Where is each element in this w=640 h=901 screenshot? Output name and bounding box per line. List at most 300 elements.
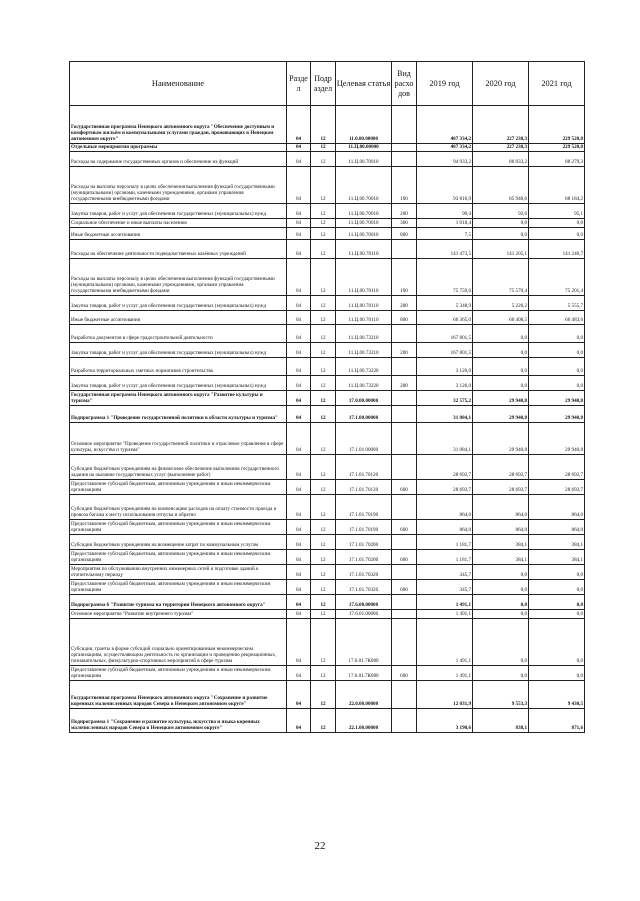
row-razdel: 04: [287, 228, 311, 240]
row-podrazdel: 12: [311, 619, 336, 666]
row-podrazdel: 12: [311, 106, 336, 144]
row-podrazdel: 12: [311, 391, 336, 406]
row-2019: 93 816,9: [417, 167, 473, 204]
row-2021: 28 692,7: [529, 455, 585, 480]
row-2019: 60 365,0: [417, 311, 473, 325]
row-podrazdel: 12: [311, 152, 336, 167]
row-name: Предоставление субсидий бюджетным, автономным учреждениям и иным некоммерческим организациям: [70, 666, 287, 681]
row-razdel: 04: [287, 406, 311, 423]
row-name: Предоставление субсидий бюджетным, автономным учреждениям и иным некоммерческим организациям: [70, 580, 287, 595]
row-2019: 94 933,2: [417, 152, 473, 167]
row-vid: 600: [392, 550, 417, 565]
row-statya: 17.6.00.00000: [336, 595, 392, 610]
table-row: [70, 144, 585, 152]
row-statya: 17.1.01.70120: [336, 455, 392, 480]
row-vid: 800: [392, 311, 417, 325]
row-razdel: 04: [287, 296, 311, 311]
row-vid: [392, 144, 417, 152]
row-vid: 800: [392, 228, 417, 240]
row-podrazdel: 12: [311, 666, 336, 681]
header-2019: 2019 год: [417, 62, 473, 106]
table-row: [70, 495, 585, 520]
row-2020: 384,1: [473, 535, 529, 550]
table-row: [70, 219, 585, 228]
row-2019: 1 181,7: [417, 535, 473, 550]
row-razdel: 04: [287, 580, 311, 595]
row-2021: 88 184,2: [529, 167, 585, 204]
row-2021: 384,1: [529, 550, 585, 565]
row-2019: 1 491,1: [417, 666, 473, 681]
row-podrazdel: 12: [311, 406, 336, 423]
row-2021: 88 279,3: [529, 152, 585, 167]
row-vid: 200: [392, 204, 417, 219]
row-razdel: 04: [287, 167, 311, 204]
row-razdel: 04: [287, 495, 311, 520]
row-razdel: 04: [287, 325, 311, 343]
row-2019: 75 759,6: [417, 259, 473, 296]
row-statya: 17.1.01.00000: [336, 423, 392, 455]
row-razdel: 04: [287, 550, 311, 565]
row-razdel: 04: [287, 152, 311, 167]
row-name: Государственная программа Ненецкого автономного округа "Обеспечение доступным и комфортным жильём и коммунальными услугами граждан, проживающих в Ненецком автономном округе": [70, 106, 287, 144]
row-vid: 200: [392, 296, 417, 311]
row-2020: 85 940,6: [473, 167, 529, 204]
row-2020: 9 553,3: [473, 681, 529, 709]
row-2019: 1 491,1: [417, 595, 473, 610]
row-vid: [392, 106, 417, 144]
row-statya: 11.Ц.00.70110: [336, 259, 392, 296]
row-2019: 28 692,7: [417, 455, 473, 480]
row-name: Расходы на содержание государственных органов и обеспечение их функций: [70, 152, 287, 167]
row-podrazdel: 12: [311, 240, 336, 259]
row-2020: 0,0: [473, 343, 529, 358]
row-name: Субсидии бюджетным учреждениям на возмещение затрат по коммунальным услугам: [70, 535, 287, 550]
row-2020: 5 226,2: [473, 296, 529, 311]
row-podrazdel: 12: [311, 204, 336, 219]
row-vid: [392, 709, 417, 733]
row-2020: 29 940,8: [473, 423, 529, 455]
row-2020: 864,0: [473, 495, 529, 520]
row-2019: 864,0: [417, 495, 473, 520]
table-row: [70, 311, 585, 325]
row-2019: 31 084,1: [417, 423, 473, 455]
row-podrazdel: 12: [311, 343, 336, 358]
row-razdel: 04: [287, 144, 311, 152]
table-header-row: [70, 62, 585, 106]
row-razdel: 04: [287, 455, 311, 480]
row-statya: 22.0.00.00000: [336, 681, 392, 709]
table-row: [70, 167, 585, 204]
row-razdel: 04: [287, 219, 311, 228]
row-podrazdel: 12: [311, 595, 336, 610]
row-2019: 12 031,9: [417, 681, 473, 709]
row-2021: 0,0: [529, 619, 585, 666]
row-2019: 3 126,0: [417, 358, 473, 376]
row-podrazdel: 12: [311, 259, 336, 296]
row-vid: 100: [392, 259, 417, 296]
row-vid: 600: [392, 520, 417, 535]
table-row: [70, 325, 585, 343]
row-name: Предоставление субсидий бюджетным, автономным учреждениям и иным некоммерческим организациям: [70, 520, 287, 535]
row-podrazdel: 12: [311, 325, 336, 343]
table-row: [70, 358, 585, 376]
row-statya: 17.1.01.70190: [336, 495, 392, 520]
row-statya: 11.Ц.00.73220: [336, 358, 392, 376]
row-2021: 864,0: [529, 520, 585, 535]
row-2019: 5 348,9: [417, 296, 473, 311]
table-row: [70, 480, 585, 495]
row-name: Закупка товаров, работ и услуг для обеспечения государственных (муниципальных) нужд: [70, 204, 287, 219]
row-podrazdel: 12: [311, 311, 336, 325]
row-vid: 600: [392, 480, 417, 495]
row-name: Подпрограмма 6 "Развитие туризма на территории Ненецкого автономного округа": [70, 595, 287, 610]
row-razdel: 04: [287, 106, 311, 144]
row-2020: 29 940,8: [473, 406, 529, 423]
row-2021: 0,0: [529, 228, 585, 240]
row-razdel: 04: [287, 666, 311, 681]
row-razdel: 04: [287, 423, 311, 455]
row-2021: 29 940,8: [529, 391, 585, 406]
table-row: [70, 296, 585, 311]
row-razdel: 04: [287, 619, 311, 666]
row-2021: 29 940,8: [529, 406, 585, 423]
row-podrazdel: 12: [311, 681, 336, 709]
row-name: Мероприятия по обслуживанию внутренних инженерных сетей и подготовке зданий к отопительному периоду: [70, 565, 287, 580]
row-razdel: 04: [287, 595, 311, 610]
row-podrazdel: 12: [311, 550, 336, 565]
row-statya: 11.Ц.00.70010: [336, 167, 392, 204]
row-vid: [392, 535, 417, 550]
row-vid: [392, 358, 417, 376]
row-2019: 345,7: [417, 565, 473, 580]
row-2021: 0,0: [529, 376, 585, 391]
row-2021: 28 692,7: [529, 480, 585, 495]
row-2019: 31 084,1: [417, 406, 473, 423]
row-vid: [392, 325, 417, 343]
header-razdel: Разде л: [287, 62, 311, 106]
row-2021: 0,0: [529, 325, 585, 343]
row-razdel: 04: [287, 565, 311, 580]
row-name: Подпрограмма 1 "Проведение государственной политики в области культуры и туризма": [70, 406, 287, 423]
row-name: Разработка территориальных сметных нормативов строительства: [70, 358, 287, 376]
table-row: [70, 391, 585, 406]
row-podrazdel: 12: [311, 709, 336, 733]
row-2020: 0,0: [473, 565, 529, 580]
table-row: [70, 376, 585, 391]
table-row: [70, 455, 585, 480]
row-statya: 17.1.01.70320: [336, 580, 392, 595]
row-razdel: 04: [287, 376, 311, 391]
row-razdel: 04: [287, 259, 311, 296]
row-razdel: 04: [287, 709, 311, 733]
row-vid: [392, 152, 417, 167]
row-2021: 5 555,7: [529, 296, 585, 311]
row-statya: 17.6.01.7К080: [336, 666, 392, 681]
row-statya: 11.Ц.00.70110: [336, 240, 392, 259]
row-razdel: 04: [287, 311, 311, 325]
row-name: Закупка товаров, работ и услуг для обеспечения государственных (муниципальных) нужд: [70, 343, 287, 358]
budget-sheet: [69, 61, 584, 733]
row-2021: 141 240,7: [529, 240, 585, 259]
row-podrazdel: 12: [311, 520, 336, 535]
row-statya: 17.1.00.00000: [336, 406, 392, 423]
row-name: Расходы на выплаты персоналу в целях обеспечения выполнения функций государственными (муниципальными) органами, казенными учреждениями, органами управления государственными внебюджетными фондами: [70, 259, 287, 296]
row-2020: 0,0: [473, 228, 529, 240]
table-row: [70, 204, 585, 219]
table-row: [70, 619, 585, 666]
row-name: Государственная программа Ненецкого автономного округа "Развитие культуры и туризма": [70, 391, 287, 406]
row-name: Отдельные мероприятия программы: [70, 144, 287, 152]
row-2021: 0,0: [529, 219, 585, 228]
row-2020: 227 238,3: [473, 106, 529, 144]
row-statya: 17.1.01.70120: [336, 480, 392, 495]
row-2019: 90,4: [417, 204, 473, 219]
table-row: [70, 550, 585, 565]
table-row: [70, 681, 585, 709]
row-vid: [392, 240, 417, 259]
header-2020: 2020 год: [473, 62, 529, 106]
row-2021: 871,6: [529, 709, 585, 733]
row-2020: 0,0: [473, 595, 529, 610]
row-2020: 0,0: [473, 580, 529, 595]
row-vid: [392, 610, 417, 619]
row-vid: [392, 681, 417, 709]
row-razdel: 04: [287, 240, 311, 259]
table-row: [70, 106, 585, 144]
table-body: [70, 106, 585, 733]
table-row: [70, 565, 585, 580]
row-name: Иные бюджетные ассигнования: [70, 311, 287, 325]
row-2020: 0,0: [473, 610, 529, 619]
row-vid: 100: [392, 167, 417, 204]
row-statya: 17.6.01.00000: [336, 610, 392, 619]
row-2021: 0,0: [529, 610, 585, 619]
row-2019: 3 126,0: [417, 376, 473, 391]
table-row: [70, 666, 585, 681]
row-name: Подпрограмма 1 "Сохранение и развитие культуры, искусства и языка коренных малочисленных народов Севера в Ненецком автономном округе": [70, 709, 287, 733]
row-name: Основное мероприятие "Проведение государственной политики и отраслевое управление в сфере культуры, искусства и туризма": [70, 423, 287, 455]
row-2021: 384,1: [529, 535, 585, 550]
row-podrazdel: 12: [311, 495, 336, 520]
row-2020: 838,1: [473, 709, 529, 733]
row-name: Разработка документов в сфере градостроительной деятельности: [70, 325, 287, 343]
budget-table: [69, 61, 585, 733]
row-razdel: 04: [287, 681, 311, 709]
row-name: Субсидии, гранты в форме субсидий социально ориентированным некоммерческим организациям, осуществляющим деятельность по организации и проведению рекреационных, познавательных, физкультурно-спортивных мероприятий в сфере туризма: [70, 619, 287, 666]
row-statya: 11.Ц.00.70010: [336, 219, 392, 228]
row-2021: 9 430,5: [529, 681, 585, 709]
row-2019: 167 801,5: [417, 343, 473, 358]
row-2021: 0,0: [529, 358, 585, 376]
row-2021: 60 483,6: [529, 311, 585, 325]
table-row: [70, 423, 585, 455]
row-2019: 1 018,4: [417, 219, 473, 228]
row-vid: [392, 565, 417, 580]
page-number: 22: [314, 840, 326, 852]
table-row: [70, 259, 585, 296]
row-2019: 1 491,1: [417, 619, 473, 666]
row-statya: 17.0.00.00000: [336, 391, 392, 406]
row-podrazdel: 12: [311, 480, 336, 495]
header-statya: Целевая статья: [336, 62, 392, 106]
row-podrazdel: 12: [311, 455, 336, 480]
row-2020: 864,0: [473, 520, 529, 535]
row-podrazdel: 12: [311, 376, 336, 391]
row-podrazdel: 12: [311, 167, 336, 204]
row-vid: 600: [392, 666, 417, 681]
row-2020: 28 692,7: [473, 455, 529, 480]
row-name: Основное мероприятие "Развитие внутреннего туризма": [70, 610, 287, 619]
row-razdel: 04: [287, 204, 311, 219]
row-2021: 0,0: [529, 580, 585, 595]
row-2019: 407 334,2: [417, 144, 473, 152]
row-2020: 75 570,4: [473, 259, 529, 296]
table-row: [70, 343, 585, 358]
row-podrazdel: 12: [311, 296, 336, 311]
row-name: Государственная программа Ненецкого автономного округа "Сохранение и развитие коренных малочисленных народов Севера в Ненецком автономном округе": [70, 681, 287, 709]
row-2021: 0,0: [529, 343, 585, 358]
row-2019: 3 190,6: [417, 709, 473, 733]
row-vid: 200: [392, 343, 417, 358]
row-razdel: 04: [287, 343, 311, 358]
row-2020: 0,0: [473, 358, 529, 376]
row-razdel: 04: [287, 391, 311, 406]
row-vid: [392, 423, 417, 455]
row-2021: 75 201,4: [529, 259, 585, 296]
row-2019: 32 575,2: [417, 391, 473, 406]
row-vid: 300: [392, 219, 417, 228]
row-2019: 141 473,5: [417, 240, 473, 259]
row-statya: 22.1.00.00000: [336, 709, 392, 733]
row-statya: 17.1.01.70320: [336, 565, 392, 580]
table-row: [70, 580, 585, 595]
row-podrazdel: 12: [311, 219, 336, 228]
row-statya: 11.0.00.00000: [336, 106, 392, 144]
row-name: Социальное обеспечение и иные выплаты населению: [70, 219, 287, 228]
table-row: [70, 228, 585, 240]
header-podrazdel: Подр аздел: [311, 62, 336, 106]
row-vid: [392, 619, 417, 666]
row-vid: [392, 595, 417, 610]
row-name: Субсидии бюджетным учреждениям на финансовое обеспечение выполнения государственного задания на оказание государственных услуг (выполнение работ): [70, 455, 287, 480]
row-2019: 407 334,2: [417, 106, 473, 144]
header-vid: Вид расхо дов: [392, 62, 417, 106]
row-name: Закупка товаров, работ и услуг для обеспечения государственных (муниципальных) нужд: [70, 376, 287, 391]
row-name: Расходы на выплаты персоналу в целях обеспечения выполнения функций государственными (муниципальными) органами, казенными учреждениями, органами управления государственными внебюджетными фондами: [70, 167, 287, 204]
row-statya: 17.6.01.7К080: [336, 619, 392, 666]
row-statya: 11.Ц.00.70110: [336, 311, 392, 325]
row-statya: 11.Ц.00.73220: [336, 376, 392, 391]
row-statya: 11.Ц.00.70010: [336, 204, 392, 219]
row-2019: 1 181,7: [417, 550, 473, 565]
row-podrazdel: 12: [311, 144, 336, 152]
row-name: Предоставление субсидий бюджетным, автономным учреждениям и иным некоммерческим организациям: [70, 550, 287, 565]
row-name: Субсидии бюджетным учреждениям на компенсацию расходов на оплату стоимости проезда и провоза багажа к месту использования отпуска и обратно: [70, 495, 287, 520]
row-statya: 11.Ц.00.73210: [336, 343, 392, 358]
row-2020: 0,0: [473, 219, 529, 228]
row-podrazdel: 12: [311, 610, 336, 619]
row-2020: 60 408,5: [473, 311, 529, 325]
row-statya: 11.Ц.00.70110: [336, 296, 392, 311]
row-2020: 227 238,3: [473, 144, 529, 152]
row-2020: 0,0: [473, 376, 529, 391]
row-2021: 0,0: [529, 595, 585, 610]
row-podrazdel: 12: [311, 423, 336, 455]
row-vid: 600: [392, 580, 417, 595]
row-statya: 17.1.01.70190: [336, 520, 392, 535]
row-podrazdel: 12: [311, 228, 336, 240]
row-podrazdel: 12: [311, 358, 336, 376]
table-row: [70, 709, 585, 733]
row-2020: 0,0: [473, 619, 529, 666]
row-vid: [392, 391, 417, 406]
table-row: [70, 535, 585, 550]
table-row: [70, 152, 585, 167]
row-vid: [392, 455, 417, 480]
row-vid: [392, 495, 417, 520]
row-vid: 200: [392, 376, 417, 391]
row-2020: 92,6: [473, 204, 529, 219]
row-vid: [392, 406, 417, 423]
row-2019: 1 491,1: [417, 610, 473, 619]
header-2021: 2021 год: [529, 62, 585, 106]
row-2019: 864,0: [417, 520, 473, 535]
row-2021: 95,1: [529, 204, 585, 219]
row-razdel: 04: [287, 535, 311, 550]
row-name: Предоставление субсидий бюджетным, автономным учреждениям и иным некоммерческим организациям: [70, 480, 287, 495]
row-podrazdel: 12: [311, 565, 336, 580]
row-razdel: 04: [287, 480, 311, 495]
row-2020: 384,1: [473, 550, 529, 565]
row-razdel: 04: [287, 358, 311, 376]
row-statya: 11.Ц.00.70010: [336, 228, 392, 240]
row-2021: 0,0: [529, 565, 585, 580]
row-razdel: 04: [287, 610, 311, 619]
header-name: Наименование: [70, 62, 287, 106]
row-2020: 29 940,8: [473, 391, 529, 406]
row-2019: 345,7: [417, 580, 473, 595]
row-podrazdel: 12: [311, 580, 336, 595]
table-row: [70, 520, 585, 535]
table-row: [70, 240, 585, 259]
row-2021: 0,0: [529, 666, 585, 681]
row-2019: 28 692,7: [417, 480, 473, 495]
row-name: Расходы на обеспечение деятельности подведомственных казённых учреждений: [70, 240, 287, 259]
row-2020: 141 205,1: [473, 240, 529, 259]
row-razdel: 04: [287, 520, 311, 535]
row-2019: 167 801,5: [417, 325, 473, 343]
row-name: Закупка товаров, работ и услуг для обеспечения государственных (муниципальных) нужд: [70, 296, 287, 311]
row-2020: 0,0: [473, 666, 529, 681]
row-podrazdel: 12: [311, 535, 336, 550]
row-2020: 0,0: [473, 325, 529, 343]
row-2019: 7,5: [417, 228, 473, 240]
row-statya: 11.Ц.00.00000: [336, 144, 392, 152]
table-row: [70, 610, 585, 619]
row-statya: 11.Ц.00.70010: [336, 152, 392, 167]
row-statya: 17.1.01.70200: [336, 535, 392, 550]
row-2021: 29 940,8: [529, 423, 585, 455]
row-2020: 86 033,2: [473, 152, 529, 167]
row-2021: 229 520,0: [529, 144, 585, 152]
row-2021: 229 520,0: [529, 106, 585, 144]
row-name: Иные бюджетные ассигнования: [70, 228, 287, 240]
table-row: [70, 595, 585, 610]
row-2020: 28 692,7: [473, 480, 529, 495]
row-2021: 864,0: [529, 495, 585, 520]
table-row: [70, 406, 585, 423]
row-statya: 17.1.01.70200: [336, 550, 392, 565]
